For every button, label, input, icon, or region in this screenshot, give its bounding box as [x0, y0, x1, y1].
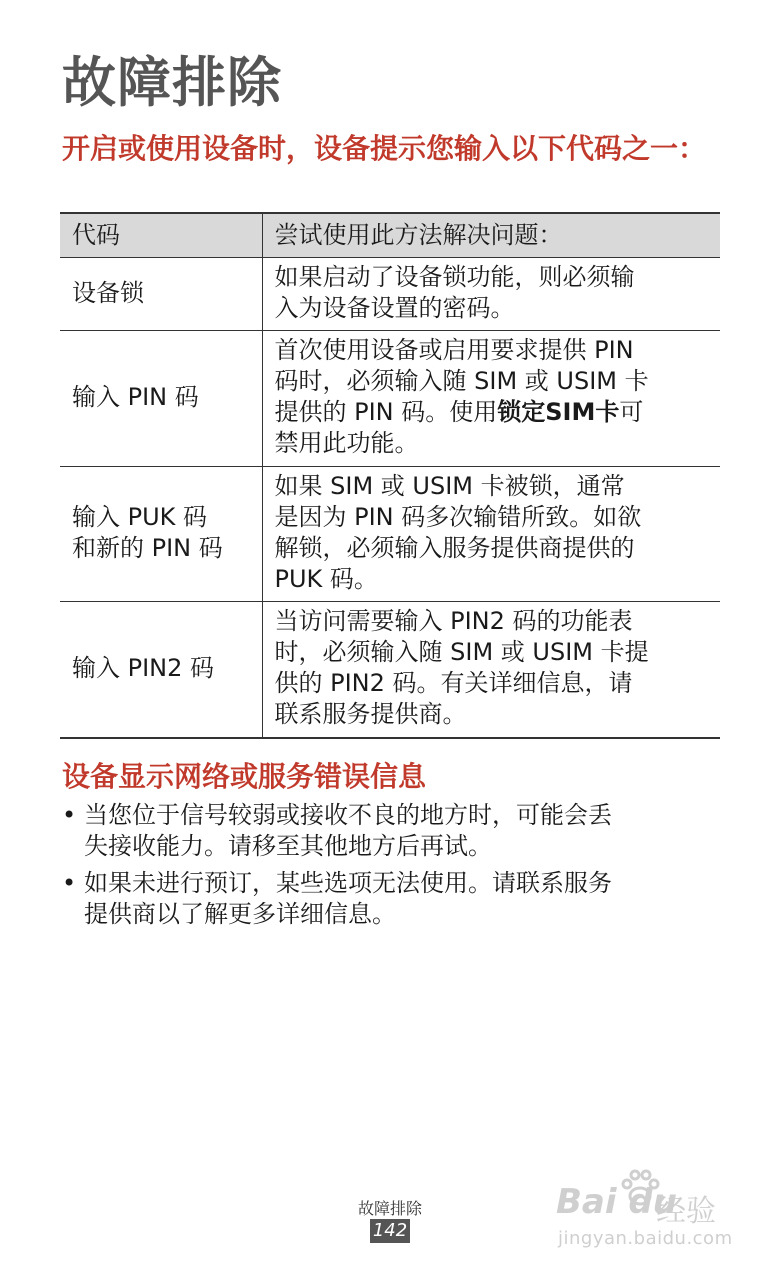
watermark-url: jingyan.baidu.com — [558, 1228, 733, 1249]
code-table — [60, 212, 720, 739]
solution-line — [275, 397, 709, 428]
list-item-line: • 当您位于信号较弱或接收不良的地方时，可能会丢 — [84, 801, 612, 829]
solution-text: 可 — [619, 398, 644, 426]
page-number: 142 — [370, 1219, 410, 1243]
solution-line: 供的 PIN2 码。有关详细信息，请 — [274, 669, 633, 697]
bullet-list — [62, 800, 722, 936]
code-text: 设备锁 — [72, 278, 144, 307]
page-title: 故障排除 — [62, 51, 282, 114]
solution-line: 当访问需要输入 PIN2 码的功能表 — [274, 607, 633, 635]
section-heading-codes: 开启或使用设备时，设备提示您输入以下代码之一： — [62, 132, 707, 165]
solution-line: 首次使用设备或启用要求提供 PIN — [274, 336, 634, 364]
footer-section-title: 故障排除 — [357, 1199, 422, 1218]
solution-cell — [262, 602, 720, 738]
watermark-logo-text: Bai du — [556, 1182, 677, 1222]
menu-option-lock-sim: 锁定SIM卡 — [497, 398, 620, 426]
solution-cell — [262, 467, 720, 602]
code-text: 输入 PIN 码 — [72, 383, 199, 411]
solution-line: PUK 码。 — [274, 565, 378, 593]
solution-cell — [262, 258, 720, 331]
table-row — [60, 258, 720, 331]
solution-text: 提供的 PIN 码。使用 — [274, 398, 498, 426]
code-cell — [60, 467, 262, 602]
solution-line: 是因为 PIN 码多次输错所致。如欲 — [274, 503, 642, 531]
list-item — [62, 868, 722, 930]
code-text: 输入 PIN2 码 — [72, 653, 215, 682]
list-item-line: 失接收能力。请移至其他地方后再试。 — [84, 832, 492, 860]
solution-line: 时，必须输入随 SIM 或 USIM 卡提 — [274, 638, 649, 666]
baidu-jingyan-watermark — [556, 1168, 736, 1258]
code-cell — [60, 331, 262, 467]
column-header-code: 代码 — [60, 213, 262, 258]
code-text: 输入 PUK 码 — [72, 503, 208, 531]
solution-line: 联系服务提供商。 — [274, 700, 467, 728]
section-heading-network-errors: 设备显示网络或服务错误信息 — [62, 760, 427, 793]
table-header-row — [60, 213, 720, 258]
column-header-solution: 尝试使用此方法解决问题： — [262, 213, 720, 258]
code-cell — [60, 258, 262, 331]
watermark-sub-text: 经验 — [656, 1194, 716, 1229]
solution-line: 码时，必须输入随 SIM 或 USIM 卡 — [274, 367, 649, 395]
list-item-line: 提供商以了解更多详细信息。 — [84, 900, 396, 928]
solution-line: 如果启动了设备锁功能，则必须输 — [274, 263, 635, 291]
table-row — [60, 602, 720, 738]
code-text: 和新的 PIN 码 — [72, 534, 223, 562]
table-row — [60, 331, 720, 467]
list-item-line: • 如果未进行预订，某些选项无法使用。请联系服务 — [84, 869, 612, 897]
solution-line: 如果 SIM 或 USIM 卡被锁，通常 — [274, 472, 625, 500]
solution-line: 解锁，必须输入服务提供商提供的 — [274, 534, 635, 562]
solution-line: 入为设备设置的密码。 — [274, 294, 515, 322]
list-item — [62, 800, 722, 862]
code-cell — [60, 602, 262, 738]
solution-line: 禁用此功能。 — [274, 429, 419, 457]
table-row — [60, 467, 720, 602]
solution-cell — [262, 331, 720, 467]
